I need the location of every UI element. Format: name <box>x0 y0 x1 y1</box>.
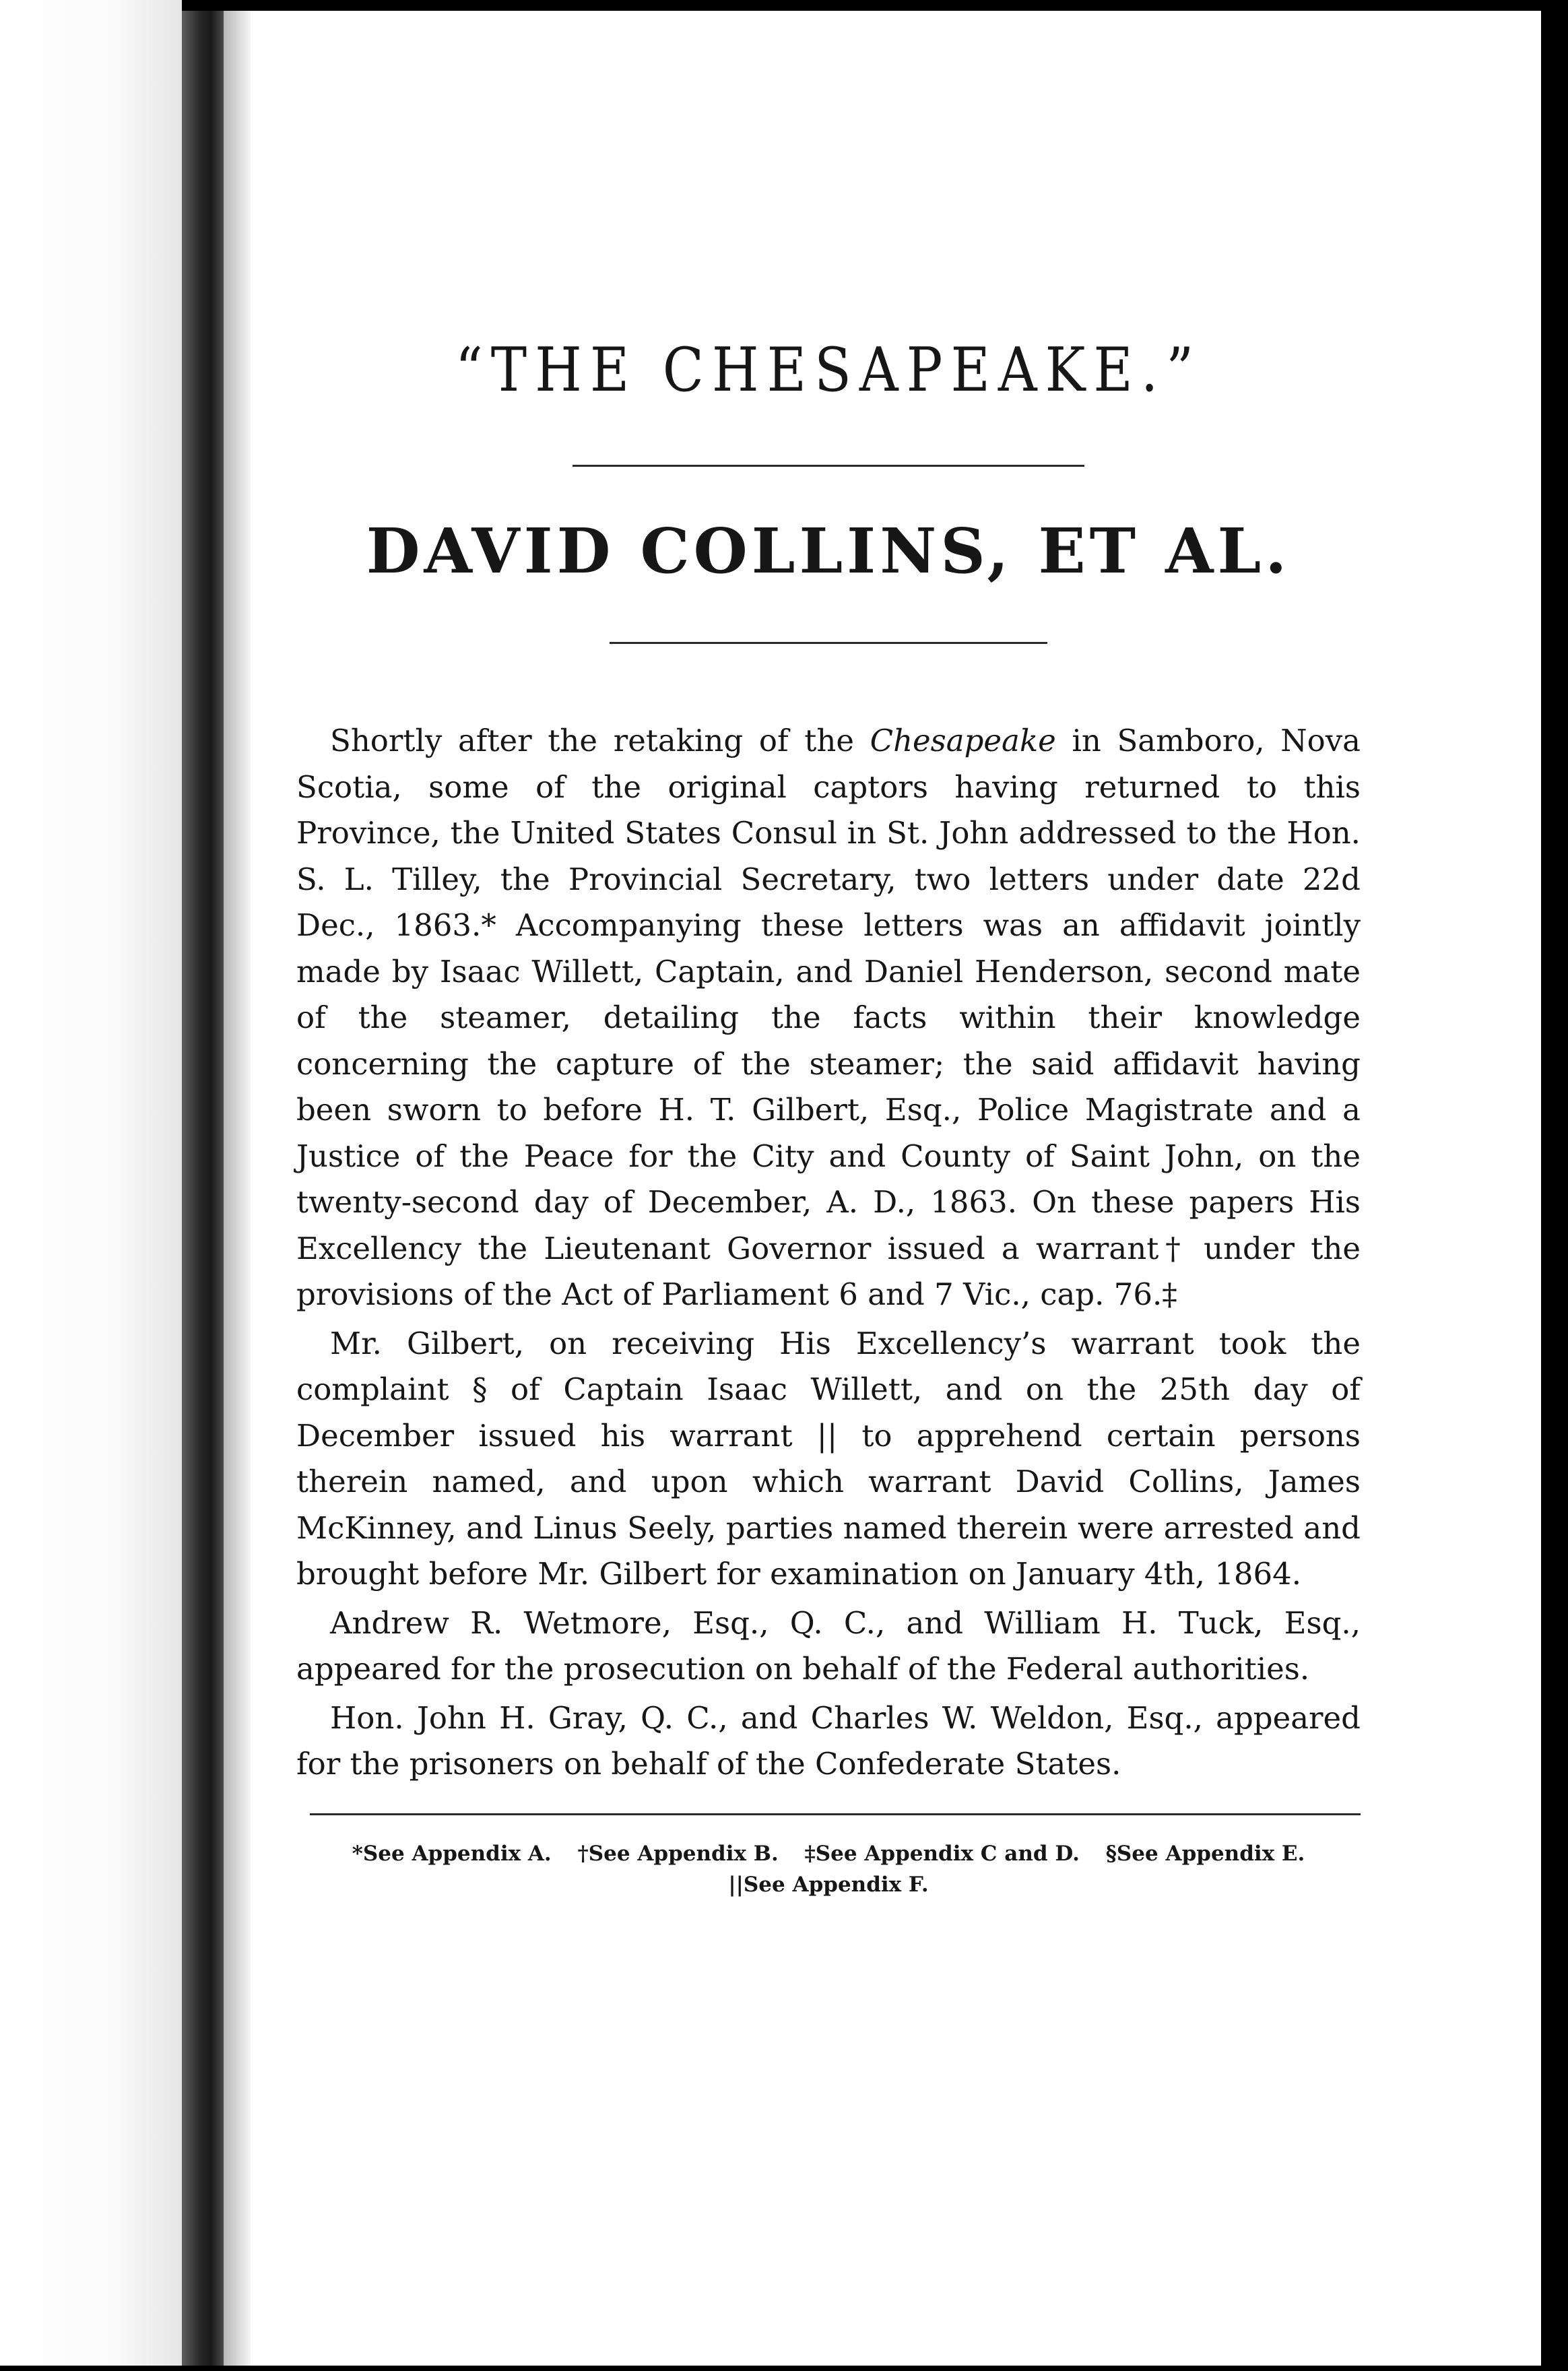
scan-edge-bottom <box>0 2366 1568 2371</box>
paragraph-2: Mr. Gilbert, on receiving His Excellency’s warrant took the complaint § of Captain Isaac Willett, and on the 25th day of December issued his warrant || to apprehend certain persons therein named, and upon which warrant David Collins, James McKinney, and Linus Seely, parties named therein were arrested and brought before Mr. Gilbert for examination on January 4th, 1864. <box>296 1325 1361 1592</box>
footnotes <box>296 1838 1361 1900</box>
scan-edge-right <box>1541 0 1568 2371</box>
footnote-f: ||See Appendix F. <box>728 1872 929 1897</box>
paragraph-1-rest: in Samboro, Nova Scotia, some of the original captors having returned to this Province, the United States Consul in St. John addressed to the Hon. S. L. Tilley, the Provincial Secretary, two letters under date 22d Dec., 1863.* Accompanying these letters was an affidavit jointly made by Isaac Willett, Captain, and Daniel Henderson, second mate of the steamer, detailing the facts within their knowledge concerning the capture of the steamer; the said affidavit having been sworn to before H. T. Gilbert, Esq., Police Magistrate and a Justice of the Peace for the City and County of Saint John, on the twenty-second day of December, A. D., 1863. On these papers His Excellency the Lieutenant Governor issued a warrant† under the provisions of the Act of Parliament 6 and 7 Vic., cap. 76.‡ <box>296 723 1361 1312</box>
footnote-b: †See Appendix B. <box>577 1841 779 1866</box>
bleed-through-text <box>40 525 168 1603</box>
footnote-a: *See Appendix A. <box>352 1841 552 1866</box>
paragraph-3: Andrew R. Wetmore, Esq., Q. C., and William H. Tuck, Esq., appeared for the prosecution on behalf of the Federal authorities. <box>296 1604 1361 1687</box>
document-title: “THE CHESAPEAKE.” <box>455 335 1202 405</box>
document-page <box>296 337 1361 1900</box>
title-rule <box>573 465 1084 467</box>
ship-name: Chesapeake <box>870 723 1056 758</box>
paragraph-4: Hon. John H. Gray, Q. C., and Charles W. Weldon, Esq., appeared for the prisoners on behalf of the Confederate States. <box>296 1699 1361 1782</box>
book-spine <box>182 11 224 2371</box>
document-subtitle: DAVID COLLINS, ET AL. <box>366 515 1291 587</box>
paragraph-1-start: Shortly after the retaking of the <box>330 723 870 758</box>
scan-edge-top <box>0 0 1568 11</box>
subtitle-rule <box>610 642 1047 644</box>
footnote-e: §See Appendix E. <box>1105 1841 1305 1866</box>
footnote-line-1 <box>296 1838 1361 1869</box>
paragraph-1 <box>296 718 1361 1318</box>
spine-shadow <box>224 11 251 2371</box>
footnote-cd: ‡See Appendix C and D. <box>804 1841 1080 1866</box>
footnote-line-2 <box>296 1869 1361 1900</box>
document-body <box>296 718 1361 1788</box>
footnote-rule <box>310 1813 1361 1815</box>
